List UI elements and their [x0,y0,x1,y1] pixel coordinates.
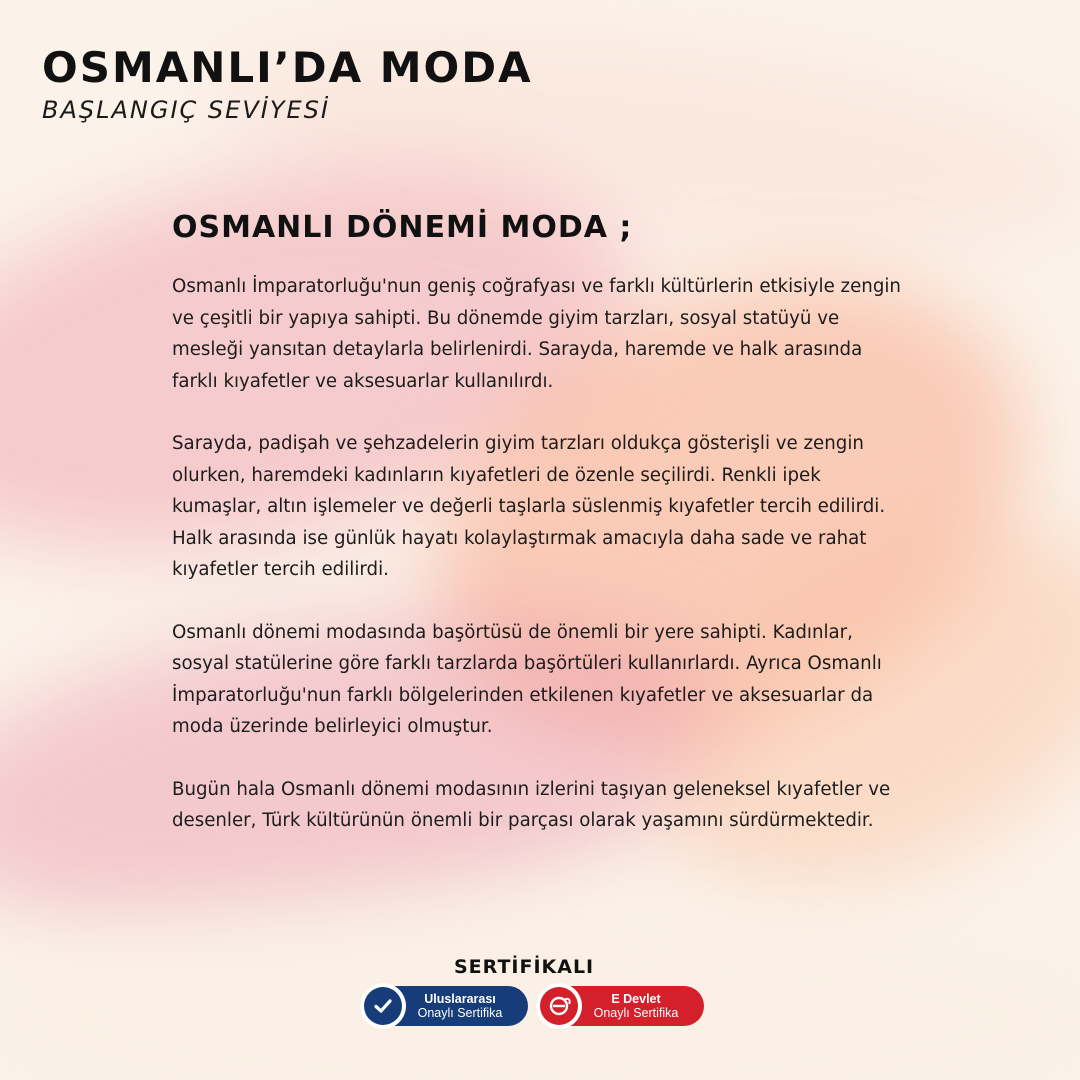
page-title: OSMANLI’DA MODA [42,43,533,92]
checkmark-icon [360,983,406,1029]
badge-line1: E Devlet [611,992,661,1006]
badge-line1: Uluslararası [424,992,496,1006]
section-title: OSMANLI DÖNEMİ MODA ; [172,210,633,245]
certificate-badges [360,986,710,1026]
paragraph: Osmanlı dönemi modasında başörtüsü de önemli bir yere sahipti. Kadınlar, sosyal statülerine göre farklı tarzlarda başörtüleri kullanırlardı. Ayrıca Osmanlı İmparatorluğu'nun farklı bölgelerinden etkilenen kıyafetler ve aksesuarlar da moda üzerinde belirleyici olmuştur. [172,621,882,737]
e-devlet-certificate-badge [536,986,704,1026]
certificate-section [360,956,710,1026]
paragraph: Sarayda, padişah ve şehzadelerin giyim tarzları oldukça gösterişli ve zengin olurken, haremdeki kadınların kıyafetleri de özenle seçilirdi. Renkli ipek kumaşlar, altın işlemeler ve değerli taşlarla süslenmiş kıyafetler tercih edilirdi. Halk arasında ise günlük hayatı kolaylaştırmak amacıyla daha sade ve rahat kıyafetler tercih edilirdi. [172,433,886,580]
e-devlet-logo-icon [536,983,582,1029]
international-certificate-badge [360,986,528,1026]
page-subtitle: BAŞLANGIÇ SEVİYESİ [42,96,330,124]
badge-line2: Onaylı Sertifika [417,1006,503,1020]
paragraph: Bugün hala Osmanlı dönemi modasının izlerini taşıyan geleneksel kıyafetler ve desenler, Türk kültürünün önemli bir parçası olarak yaşamını sürdürmektedir. [172,778,891,831]
badge-line2: Onaylı Sertifika [593,1006,679,1020]
certificate-title: SERTİFİKALI [454,956,595,978]
article-content [172,210,902,868]
page-header [42,44,533,124]
paragraph: Osmanlı İmparatorluğu'nun geniş coğrafyası ve farklı kültürlerin etkisiyle zengin ve çeşitli bir yapıya sahipti. Bu dönemde giyim tarzları, sosyal statüyü ve mesleği yansıtan detaylarla belirlenirdi. Sarayda, haremde ve halk arasında farklı kıyafetler ve aksesuarlar kullanılırdı. [172,276,901,392]
